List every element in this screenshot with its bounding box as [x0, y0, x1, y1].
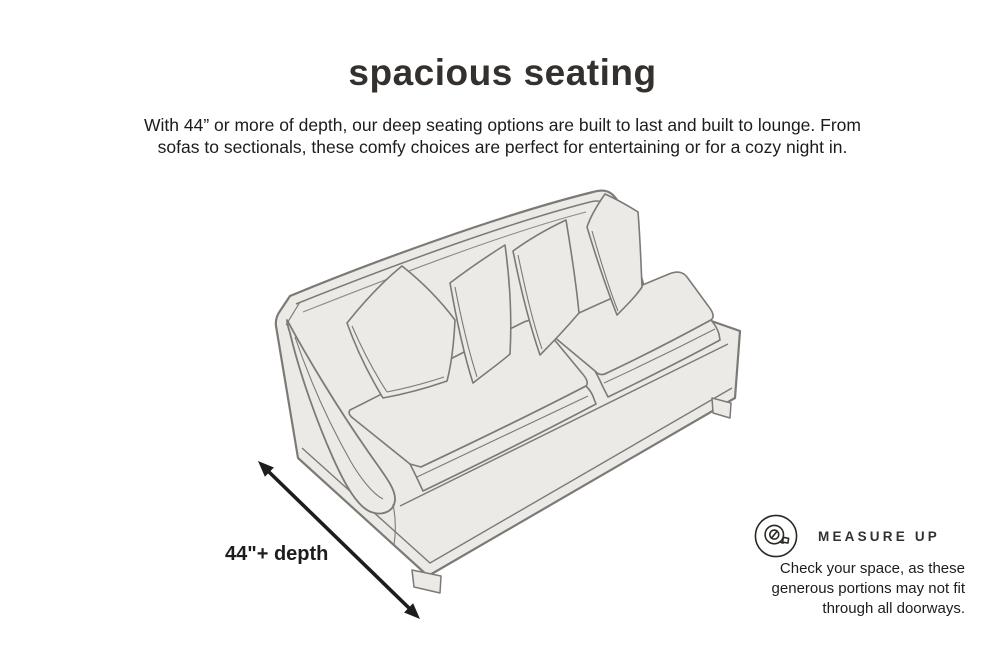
depth-label: 44"+ depth	[225, 543, 329, 565]
tape-measure-icon	[753, 513, 799, 559]
double-headed-diagonal-arrow-icon	[246, 448, 431, 626]
measure-up-description-line: through all doorways.	[822, 600, 965, 617]
measure-up-description-line: Check your space, as these	[779, 560, 965, 577]
measure-up-title: MEASURE UP	[818, 528, 941, 544]
measure-up-header	[753, 513, 965, 559]
measure-up-description	[753, 559, 965, 619]
intro-line: sofas to sectionals, these comfy choices are perfect for entertaining or for a cozy night in.	[157, 137, 848, 157]
intro-text	[0, 114, 1005, 158]
measure-up-note	[753, 513, 965, 619]
page-title: spacious seating	[348, 52, 657, 93]
measure-up-description-line: generous portions may not fit	[771, 580, 965, 597]
intro-line: With 44” or more of depth, our deep seating options are built to last and built to lounge. From	[144, 115, 861, 135]
